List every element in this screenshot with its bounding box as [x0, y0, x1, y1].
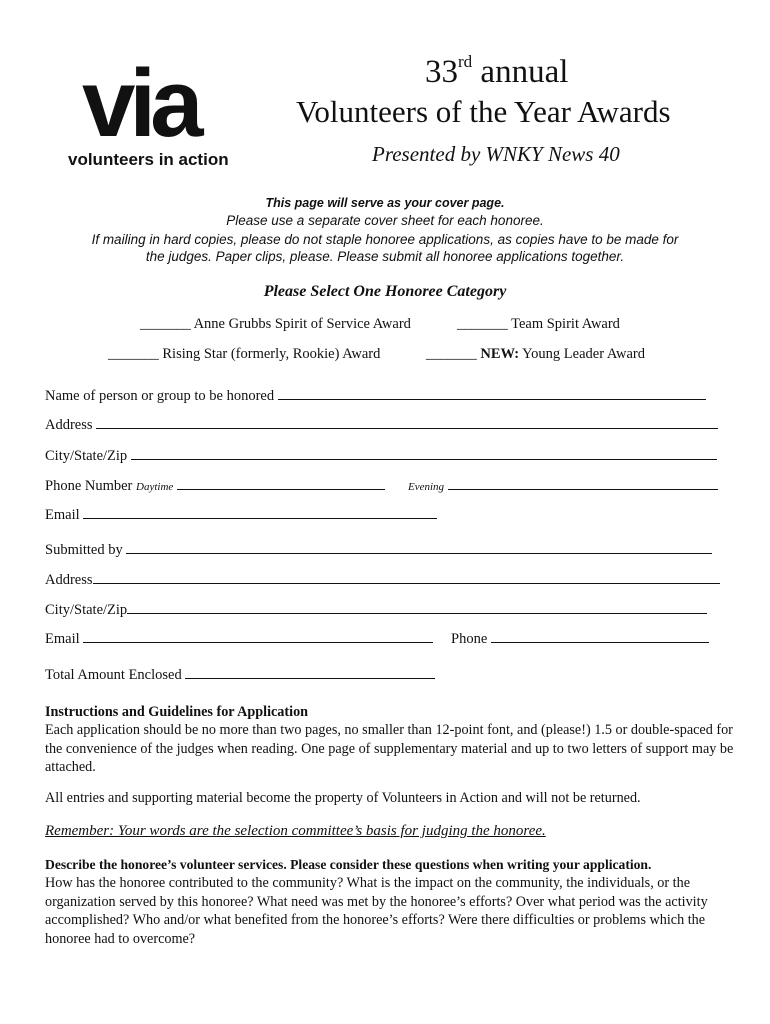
honoree-address-row	[45, 417, 718, 434]
category-label: Rising Star (formerly, Rookie) Award	[162, 346, 381, 362]
remember-note: Remember: Your words are the selection committee’s basis for judging the honoree.	[45, 823, 546, 839]
instructions-body: Each application should be no more than two pages, no smaller than 12-point font, and (please!) 1.5 or double-spaced for the convenience of the judges when reading. One page of supplementary material and up to two letters of support may be attached.	[45, 722, 734, 775]
via-logo	[68, 50, 272, 172]
submitter-address-row	[45, 572, 720, 589]
edition-number: 33	[425, 54, 458, 90]
submitter-email-label: Email	[45, 631, 80, 647]
honoree-daytime-phone-field[interactable]	[177, 489, 385, 490]
cover-note-line4: the judges. Paper clips, please. Please submit all honoree applications together.	[145, 249, 625, 264]
cover-note-line3: If mailing in hard copies, please do not staple honoree applications, as copies have to be made for	[91, 232, 679, 247]
honoree-name-label: Name of person or group to be honored	[45, 388, 275, 404]
evening-label: Evening	[408, 481, 445, 493]
submitter-phone-row	[451, 631, 709, 648]
honoree-city-field[interactable]	[131, 459, 717, 460]
edition-title	[425, 52, 568, 91]
category-label: Young Leader Award	[522, 346, 645, 362]
total-amount-label: Total Amount Enclosed	[45, 667, 182, 683]
honoree-name-field[interactable]	[278, 399, 706, 400]
logo-mark: via	[82, 50, 198, 157]
total-amount-field[interactable]	[185, 678, 435, 679]
submitter-city-field[interactable]	[127, 613, 707, 614]
honoree-phone-row	[45, 478, 385, 495]
honoree-name-row	[45, 388, 706, 405]
cover-note-line2: Please use a separate cover sheet for each honoree.	[226, 213, 544, 228]
honoree-address-field[interactable]	[96, 428, 718, 429]
honoree-phone-label: Phone Number	[45, 478, 133, 494]
honoree-address-label: Address	[45, 417, 93, 433]
logo-tagline: volunteers in action	[68, 150, 229, 169]
category-heading: Please Select One Honoree Category	[263, 283, 507, 300]
honoree-email-label: Email	[45, 507, 80, 523]
submitter-address-field[interactable]	[93, 583, 720, 584]
submitter-email-row	[45, 631, 433, 648]
daytime-label: Daytime	[136, 481, 174, 493]
category-blank[interactable]: _______	[140, 316, 191, 332]
category-label: Team Spirit Award	[511, 316, 620, 332]
submitter-email-field[interactable]	[83, 642, 433, 643]
edition-suffix: rd	[458, 52, 473, 71]
instructions-heading: Instructions and Guidelines for Application	[45, 704, 309, 720]
category-option-young-leader[interactable]	[426, 346, 645, 363]
category-option-rising-star[interactable]	[108, 346, 380, 363]
category-blank[interactable]: _______	[108, 346, 159, 362]
presenter-line: Presented by WNKY News 40	[372, 142, 620, 166]
submitter-phone-field[interactable]	[491, 642, 709, 643]
submitted-by-field[interactable]	[126, 553, 712, 554]
honoree-evening-phone-field[interactable]	[448, 489, 718, 490]
property-note: All entries and supporting material become the property of Volunteers in Action and will not be returned.	[45, 790, 641, 806]
honoree-evening-row	[408, 478, 718, 495]
category-blank[interactable]: _______	[426, 346, 477, 362]
category-blank[interactable]: _______	[457, 316, 508, 332]
page-title: Volunteers of the Year Awards	[296, 94, 671, 129]
submitter-city-label: City/State/Zip	[45, 602, 128, 618]
category-option-spirit-of-service[interactable]	[140, 316, 411, 333]
honoree-city-label: City/State/Zip	[45, 448, 128, 464]
honoree-email-field[interactable]	[83, 518, 437, 519]
category-label: Anne Grubbs Spirit of Service Award	[193, 316, 411, 332]
category-option-team-spirit[interactable]	[457, 316, 620, 333]
honoree-email-row	[45, 507, 437, 524]
submitted-by-label: Submitted by	[45, 542, 123, 558]
edition-word: annual	[480, 54, 569, 90]
honoree-city-row	[45, 448, 717, 465]
submitter-city-row	[45, 602, 707, 619]
cover-note-bold: This page will serve as your cover page.	[265, 196, 505, 210]
total-amount-row	[45, 667, 435, 684]
describe-heading: Describe the honoree’s volunteer services. Please consider these questions when writing your application.	[45, 857, 652, 872]
submitter-row	[45, 542, 712, 559]
submitter-address-label: Address	[45, 572, 93, 588]
describe-body: How has the honoree contributed to the community? What is the impact on the community, the individuals, or the organization served by this honoree? What need was met by the honoree’s efforts? Over what period was the activity accomplished? Who and/or what benefited from the honoree’s efforts? Were there difficulties or problems which the honoree had to overcome?	[45, 875, 708, 947]
submitter-phone-label: Phone	[451, 631, 488, 647]
new-badge: NEW:	[480, 346, 520, 362]
